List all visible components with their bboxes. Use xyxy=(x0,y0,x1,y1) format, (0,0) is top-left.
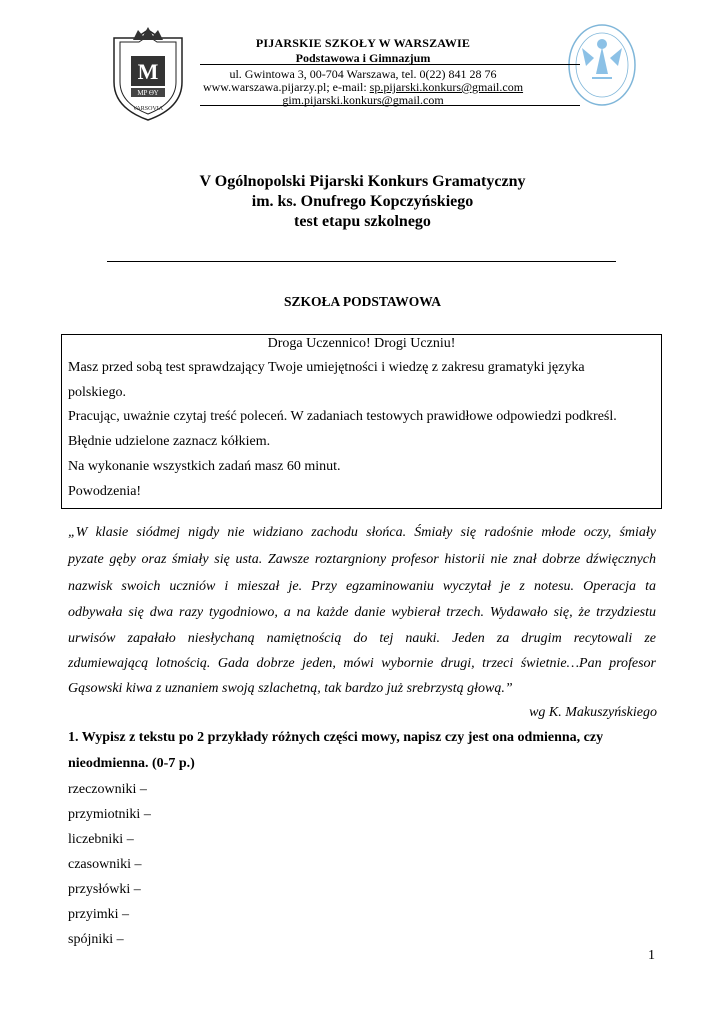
svg-text:MP ΘΥ: MP ΘΥ xyxy=(137,89,159,97)
quote-line: nazwisk swoich uczniów i mieszał je. Przy egzaminowaniu wyczytał je z notesu. Operacja ta xyxy=(68,579,656,594)
task-1-prompt: 1. Wypisz z tekstu po 2 przykłady różnych części mowy, napisz czy jest ona odmienna, czy xyxy=(68,730,604,745)
instructions-line: polskiego. xyxy=(68,385,126,400)
school-subtitle: Podstawowa i Gimnazjum xyxy=(295,51,431,65)
header-divider xyxy=(200,64,580,65)
answer-line-adverbs[interactable]: przysłówki – xyxy=(68,882,141,897)
instructions-line: Masz przed sobą test sprawdzający Twoje umiejętności i wiedzę z zakresu gramatyki języka xyxy=(68,360,585,375)
quote-author: wg K. Makuszyńskiego xyxy=(529,705,657,720)
quote-line: zdumiewającą lotnością. Gada dobrze jeden, mówi wybornie drugi, trzeci świetnie…Pan profesor xyxy=(68,656,656,671)
title-divider xyxy=(107,261,616,262)
contest-patron: im. ks. Onufrego Kopczyńskiego xyxy=(251,193,474,210)
instructions-greeting: Droga Uczennico! Drogi Uczniu! xyxy=(267,336,456,351)
instructions-line: Błędnie udzielone zaznacz kółkiem. xyxy=(68,434,271,449)
quote-line: pyzate gęby oraz śmiały się usta. Zawsze roztargniony profesor historii nie znał dobrze dźwięcznych xyxy=(68,552,656,567)
instructions-line: Powodzenia! xyxy=(68,484,142,499)
quote-line: odbywała się dwa razy tygodniowo, a na każde danie wybierał trzech. Wydawało się, że trzydziestu xyxy=(68,605,656,620)
answer-line-adjectives[interactable]: przymiotniki – xyxy=(68,807,151,822)
instructions-line: Pracując, uważnie czytaj treść poleceń. W zadaniach testowych prawidłowe odpowiedzi podkreśl. xyxy=(68,409,617,424)
answer-line-prepositions[interactable]: przyimki – xyxy=(68,907,130,922)
email-sp-link[interactable]: sp.pijarski.konkurs@gmail.com xyxy=(369,80,524,94)
answer-line-verbs[interactable]: czasowniki – xyxy=(68,857,142,872)
test-stage: test etapu szkolnego xyxy=(294,213,431,230)
answer-line-conjunctions[interactable]: spójniki – xyxy=(68,932,124,947)
school-name: PIJARSKIE SZKOŁY W WARSZAWIE xyxy=(255,36,471,50)
website-text: www.warszawa.pijarzy.pl; e-mail: xyxy=(202,80,370,94)
svg-text:M: M xyxy=(137,59,159,84)
task-1-prompt-cont: nieodmienna. (0-7 p.) xyxy=(68,756,195,771)
instructions-line: Na wykonanie wszystkich zadań masz 60 minut. xyxy=(68,459,341,474)
quote-line: „W klasie siódmej nigdy nie widziano zachodu słońca. Śmiały się radośnie młode oczy, śmiały xyxy=(68,525,656,540)
school-address: ul. Gwintowa 3, 00-704 Warszawa, tel. 0(22) 841 28 76 xyxy=(229,67,497,81)
school-level-heading: SZKOŁA PODSTAWOWA xyxy=(284,294,441,309)
answer-line-nouns[interactable]: rzeczowniki – xyxy=(68,782,147,797)
quote-line: urwisów zapałało niesłychaną namiętnością do tej nauki. Jeden za drugim recytowali ze xyxy=(68,631,656,646)
email-gim-link[interactable]: gim.pijarski.konkurs@gmail.com xyxy=(282,93,444,107)
foundation-logo xyxy=(566,22,638,108)
page-number: 1 xyxy=(648,948,655,963)
quote-line: Gąsowski kiwa z uznaniem swoją szlachetną, tak bardzo już srebrzystą głową.” xyxy=(68,681,513,696)
svg-text:VARSOVIA: VARSOVIA xyxy=(132,106,164,112)
contest-title: V Ogólnopolski Pijarski Konkurs Gramatyczny xyxy=(199,173,526,190)
header-divider-bottom xyxy=(200,105,580,106)
answer-line-numerals[interactable]: liczebniki – xyxy=(68,832,134,847)
